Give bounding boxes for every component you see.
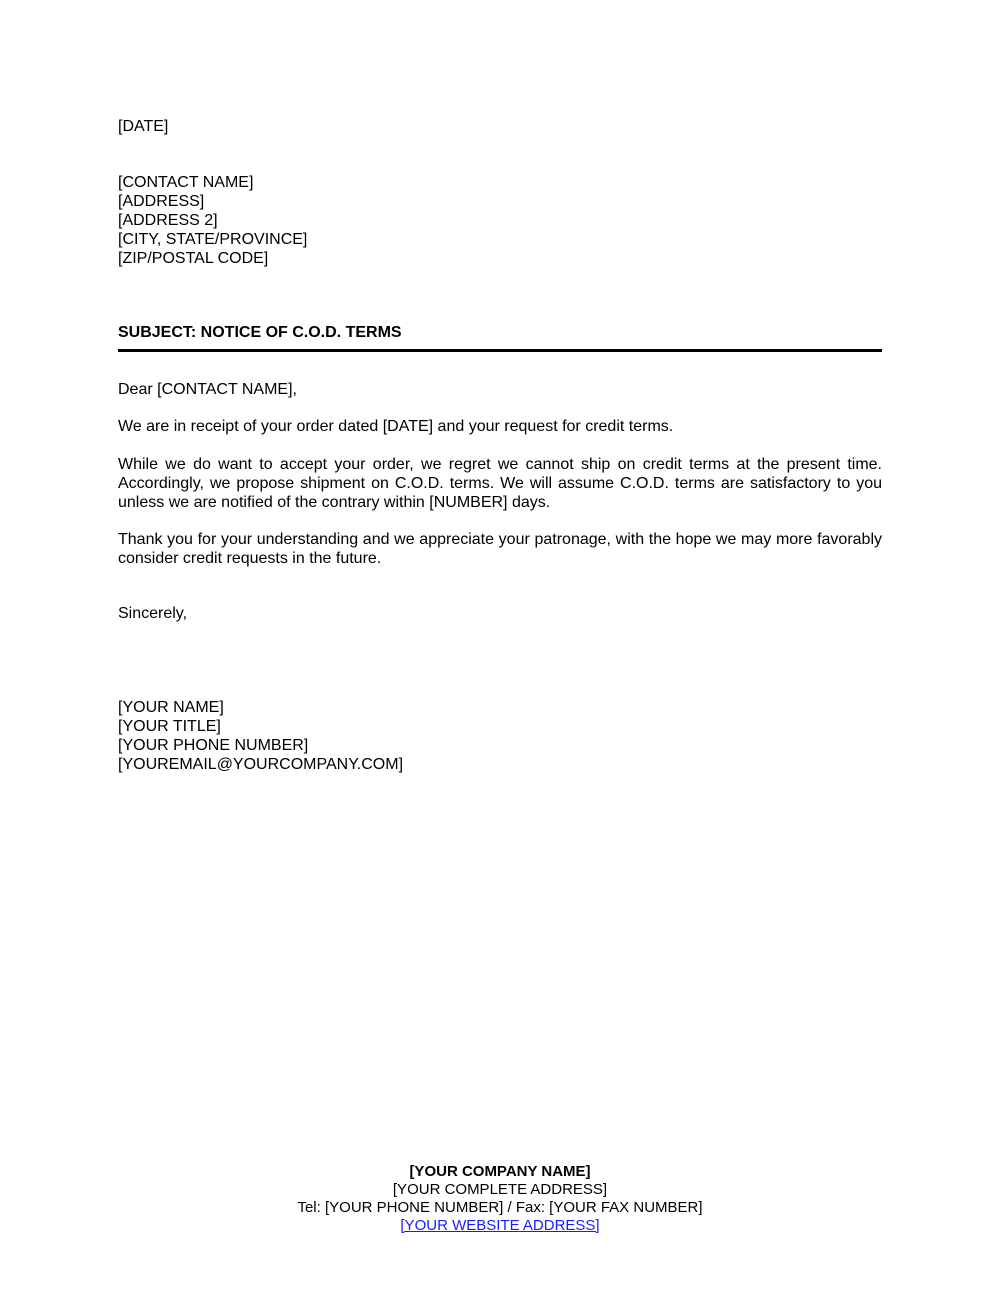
signature-block — [118, 698, 403, 774]
signature-name: [YOUR NAME] — [118, 699, 224, 716]
recipient-zip: [ZIP/POSTAL CODE] — [118, 250, 269, 267]
signature-phone: [YOUR PHONE NUMBER] — [118, 737, 309, 754]
footer-website-link[interactable]: [YOUR WEBSITE ADDRESS] — [400, 1217, 600, 1234]
recipient-city-state: [CITY, STATE/PROVINCE] — [118, 231, 308, 248]
body-paragraph-1: We are in receipt of your order dated [DATE] and your request for credit terms. — [118, 418, 674, 435]
signature-title: [YOUR TITLE] — [118, 718, 221, 735]
recipient-address-block — [118, 173, 307, 268]
recipient-address: [ADDRESS] — [118, 193, 205, 210]
subject-divider — [118, 349, 882, 352]
salutation: Dear [CONTACT NAME], — [118, 381, 297, 398]
closing: Sincerely, — [118, 605, 188, 622]
subject-line: SUBJECT: NOTICE OF C.O.D. TERMS — [118, 324, 402, 341]
recipient-address-2: [ADDRESS 2] — [118, 212, 218, 229]
signature-email: [YOUREMAIL@YOURCOMPANY.COM] — [118, 756, 404, 773]
footer-address: [YOUR COMPLETE ADDRESS] — [392, 1181, 608, 1198]
recipient-contact-name: [CONTACT NAME] — [118, 174, 254, 191]
body-paragraph-3: Thank you for your understanding and we appreciate your patronage, with the hope we may more favorably consider credit requests in the future. — [118, 531, 882, 567]
letter-footer — [0, 1163, 1000, 1235]
letter-date: [DATE] — [118, 118, 169, 135]
footer-contact: Tel: [YOUR PHONE NUMBER] / Fax: [YOUR FAX NUMBER] — [297, 1199, 703, 1216]
footer-company-name: [YOUR COMPANY NAME] — [409, 1163, 591, 1180]
body-paragraph-2: While we do want to accept your order, we regret we cannot ship on credit terms at the present time. Accordingly, we propose shipment on C.O.D. terms. We will assume C.O.D. terms are satisfactory to you unless we are notified of the contrary within [NUMBER] days. — [118, 456, 882, 511]
